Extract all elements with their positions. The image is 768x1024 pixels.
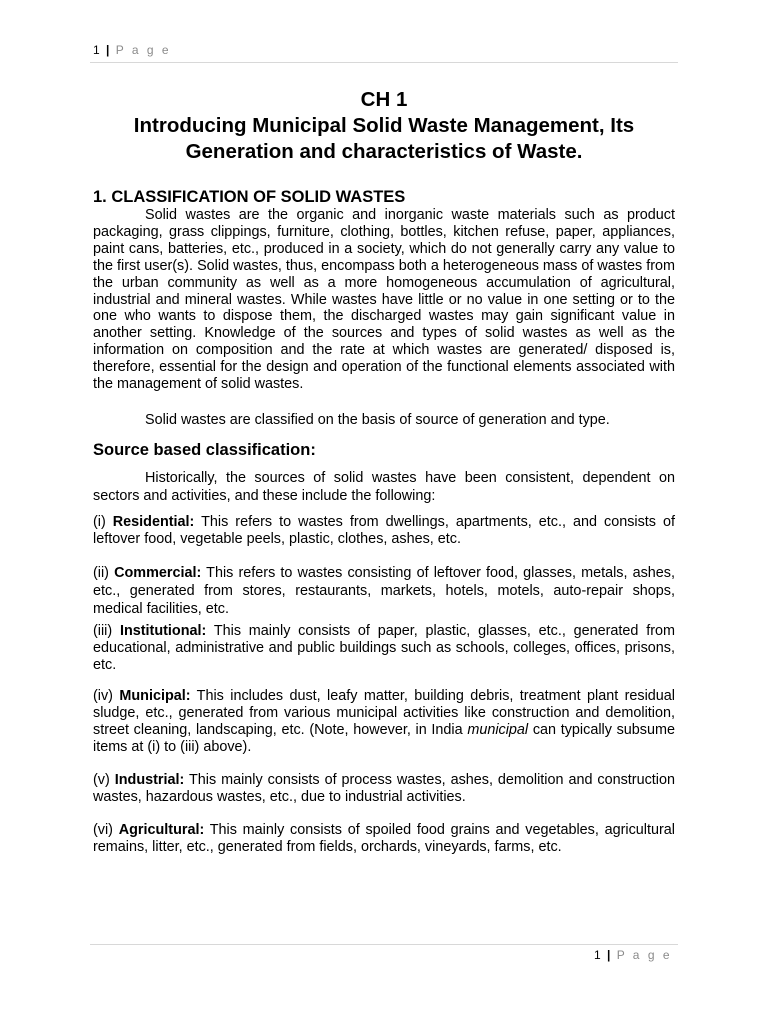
section-paragraph-1: Solid wastes are the organic and inorganic waste materials such as product packaging, grass clippings, furniture, clothing, bottles, kitchen refuse, paper, appliances, paint cans, batteries, etc., produced in a society, which do not generally carry any value to the first user(s). Solid wastes, thus, encompass both a heterogeneous mass of wastes from the urban community as well as a more homogeneous accumulation of agricultural, industrial and mineral wastes. While wastes have little or no value in one setting or to the one who wants to dispose them, the discharged wastes may gain significant value in another setting. Knowledge of the sources and types of solid wastes as well as the information on composition and the rate at which wastes are generated/ disposed is, therefore, essential for the design and operation of the functional elements associated with the management of solid wastes. [93,207,675,393]
footer-page-word: P a g e [616,948,672,962]
item-prefix: (v) [93,772,115,789]
page-footer [594,948,672,962]
item-text: This mainly consists of paper, plastic, glasses, etc., generated from educational, administrative and public buildings such as schools, colleges, offices, prisons, etc. [93,622,675,673]
item-term: Residential: [112,513,195,530]
section-heading: 1. CLASSIFICATION OF SOLID WASTES [93,188,406,206]
item-term: Municipal: [119,688,191,705]
item-text: This refers to wastes from dwellings, apartments, etc., and consists of leftover food, vegetable peels, plastic, clothes, ashes, etc. [93,513,675,547]
item-prefix: (vi) [93,821,119,838]
list-item-agricultural [93,822,675,856]
item-prefix: (iii) [93,622,120,639]
item-text-continued: can typically subsume items at (i) to (iii) above). [93,722,675,756]
item-text: This refers to wastes consisting of leftover food, glasses, metals, ashes, etc., generated from stores, restaurants, markets, hotels, motels, auto-repair shops, medical facilities, etc. [93,564,675,617]
page-header [93,43,678,57]
item-term: Agricultural: [118,821,205,838]
footer-page-number: 1 [593,948,603,962]
item-text: This includes dust, leafy matter, building debris, treatment plant residual sludge, etc., generated from various municipal activities like construction and demolition, street cleaning, landscaping, etc. (Note, however, in India [93,688,675,739]
chapter-title-line-1: Introducing Municipal Solid Waste Management, Its [133,114,635,137]
header-separator: | [106,43,111,57]
header-rule [90,62,678,63]
item-term: Industrial: [114,772,185,789]
item-emphasis: municipal [467,722,529,739]
list-item-institutional [93,623,675,674]
list-item-commercial [93,564,675,618]
item-prefix: (i) [93,513,113,530]
item-term: Commercial: [114,564,202,581]
chapter-title-line-2: Generation and characteristics of Waste. [185,140,583,163]
header-page-number: 1 [93,43,102,57]
page-content [93,87,675,856]
list-item-industrial [93,772,675,806]
list-item-municipal [93,688,675,756]
item-text: This mainly consists of spoiled food grains and vegetables, agricultural remains, litter, etc., generated from fields, orchards, vineyards, farms, etc. [93,821,675,855]
item-term: Institutional: [119,622,207,639]
header-page-word: P a g e [115,43,172,57]
item-prefix: (ii) [93,564,115,581]
section-paragraph-2: Solid wastes are classified on the basis of source of generation and type. [145,411,610,428]
footer-separator: | [606,948,612,962]
footer-rule [90,944,678,945]
subsection-intro: Historically, the sources of solid wastes have been consistent, dependent on sectors and activities, and these include the following: [93,469,675,504]
list-item-residential [93,514,675,548]
item-prefix: (iv) [93,688,120,705]
subsection-heading: Source based classification: [93,440,316,459]
item-text: This mainly consists of process wastes, ashes, demolition and construction wastes, hazardous wastes, etc., due to industrial activities. [93,772,676,805]
chapter-number: CH 1 [360,88,408,111]
